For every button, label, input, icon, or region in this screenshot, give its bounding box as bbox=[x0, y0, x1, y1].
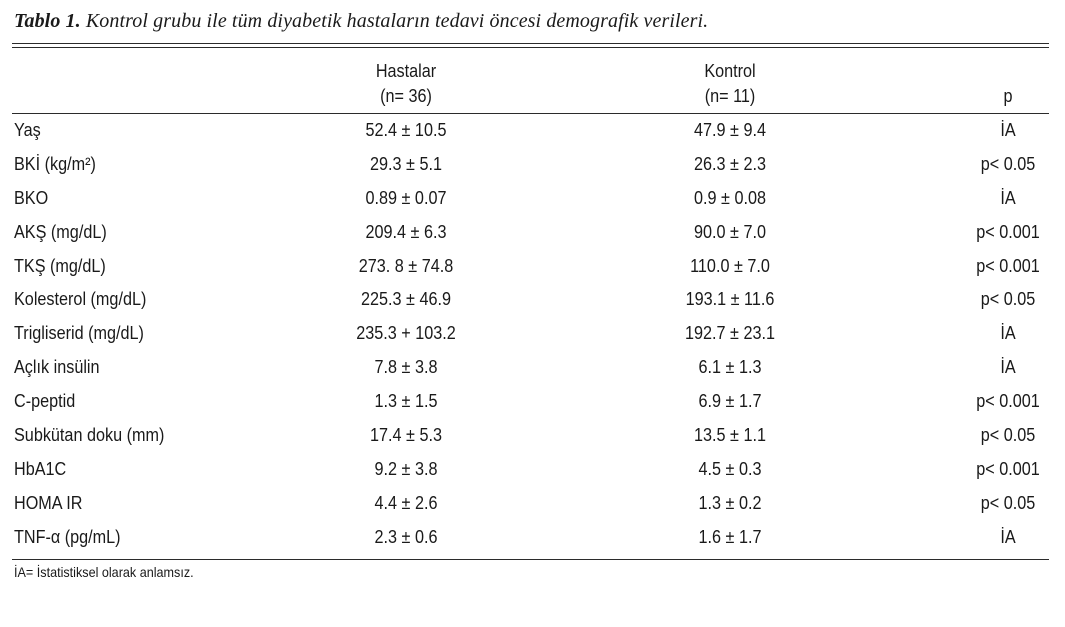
kontrol-value: 1.3 ± 0.2 bbox=[698, 492, 762, 513]
table-row bbox=[0, 384, 1065, 418]
kontrol-value: 47.9 ± 9.4 bbox=[694, 120, 766, 140]
hastalar-value: 225.3 ± 46.9 bbox=[361, 289, 451, 310]
row-label: Açlık insülin bbox=[14, 357, 100, 378]
kontrol-value: 110.0 ± 7.0 bbox=[690, 255, 770, 276]
hastalar-value: 29.3 ± 5.1 bbox=[370, 153, 442, 174]
table-caption-text: Kontrol grubu ile tüm diyabetik hastaların tedavi öncesi demografik verileri. bbox=[80, 10, 709, 32]
table-row bbox=[0, 181, 1065, 215]
row-label: Trigliserid (mg/dL) bbox=[14, 323, 144, 344]
row-label: BKO bbox=[14, 187, 49, 208]
hastalar-value: 2.3 ± 0.6 bbox=[374, 526, 438, 547]
header-kontrol bbox=[640, 59, 820, 109]
p-value: İA bbox=[1000, 357, 1016, 378]
table-row bbox=[0, 520, 1065, 554]
header-hastalar-n: (n= 36) bbox=[380, 86, 432, 106]
header-hastalar bbox=[316, 59, 496, 109]
hastalar-value: 17.4 ± 5.3 bbox=[370, 425, 442, 446]
table-row bbox=[0, 486, 1065, 520]
kontrol-value: 6.9 ± 1.7 bbox=[698, 391, 762, 412]
hastalar-value: 52.4 ± 10.5 bbox=[365, 120, 447, 140]
p-value: İA bbox=[1000, 323, 1016, 344]
p-value: İA bbox=[1000, 526, 1016, 547]
row-label: TKŞ (mg/dL) bbox=[14, 255, 106, 276]
table-row bbox=[0, 249, 1065, 283]
table-row bbox=[0, 418, 1065, 452]
row-label: HOMA IR bbox=[14, 492, 83, 513]
table-body bbox=[0, 113, 1065, 554]
kontrol-value: 192.7 ± 23.1 bbox=[685, 323, 775, 344]
table-row bbox=[0, 215, 1065, 249]
header-kontrol-n: (n= 11) bbox=[704, 86, 756, 106]
row-label: BKİ (kg/m²) bbox=[14, 153, 96, 174]
table-row bbox=[0, 316, 1065, 350]
p-value: p< 0.001 bbox=[976, 221, 1040, 242]
p-value: İA bbox=[1000, 187, 1016, 208]
table-footnote: İA= İstatistiksel olarak anlamsız. bbox=[14, 564, 194, 580]
kontrol-value: 0.9 ± 0.08 bbox=[694, 187, 766, 208]
p-value: p< 0.001 bbox=[976, 458, 1040, 479]
row-label: Kolesterol (mg/dL) bbox=[14, 289, 147, 310]
hastalar-value: 0.89 ± 0.07 bbox=[365, 187, 447, 208]
row-label: AKŞ (mg/dL) bbox=[14, 221, 107, 242]
row-label: Yaş bbox=[14, 120, 41, 140]
hastalar-value: 235.3 + 103.2 bbox=[356, 323, 456, 344]
p-value: p< 0.05 bbox=[980, 425, 1036, 446]
kontrol-value: 1.6 ± 1.7 bbox=[698, 526, 762, 547]
table-caption bbox=[14, 10, 708, 33]
row-label: HbA1C bbox=[14, 458, 67, 479]
table-row bbox=[0, 147, 1065, 181]
p-value: p< 0.001 bbox=[976, 255, 1040, 276]
kontrol-value: 4.5 ± 0.3 bbox=[698, 458, 762, 479]
kontrol-value: 26.3 ± 2.3 bbox=[694, 153, 766, 174]
hastalar-value: 7.8 ± 3.8 bbox=[374, 357, 438, 378]
table-row bbox=[0, 452, 1065, 486]
top-rule-2 bbox=[12, 47, 1049, 48]
p-value: p< 0.05 bbox=[980, 492, 1036, 513]
header-kontrol-label: Kontrol bbox=[704, 61, 756, 81]
header-hastalar-label: Hastalar bbox=[375, 61, 437, 81]
p-value: İA bbox=[1000, 120, 1016, 140]
bottom-rule bbox=[12, 559, 1049, 560]
header-p: p bbox=[1003, 86, 1013, 106]
hastalar-value: 1.3 ± 1.5 bbox=[374, 391, 438, 412]
p-value: p< 0.05 bbox=[980, 289, 1036, 310]
p-value: p< 0.05 bbox=[980, 153, 1036, 174]
hastalar-value: 9.2 ± 3.8 bbox=[374, 458, 438, 479]
table-row bbox=[0, 282, 1065, 316]
hastalar-value: 4.4 ± 2.6 bbox=[374, 492, 438, 513]
kontrol-value: 90.0 ± 7.0 bbox=[694, 221, 766, 242]
row-label: Subkütan doku (mm) bbox=[14, 425, 165, 446]
hastalar-value: 273. 8 ± 74.8 bbox=[358, 255, 454, 276]
kontrol-value: 6.1 ± 1.3 bbox=[698, 357, 762, 378]
kontrol-value: 193.1 ± 11.6 bbox=[685, 289, 775, 310]
row-label: C-peptid bbox=[14, 391, 76, 412]
kontrol-value: 13.5 ± 1.1 bbox=[694, 425, 766, 446]
table-caption-label: Tablo 1. bbox=[14, 10, 81, 32]
row-label: TNF-α (pg/mL) bbox=[14, 526, 121, 547]
top-rule-1 bbox=[12, 43, 1049, 44]
p-value: p< 0.001 bbox=[976, 391, 1040, 412]
table-row bbox=[0, 350, 1065, 384]
hastalar-value: 209.4 ± 6.3 bbox=[365, 221, 447, 242]
table-row bbox=[0, 113, 1065, 147]
